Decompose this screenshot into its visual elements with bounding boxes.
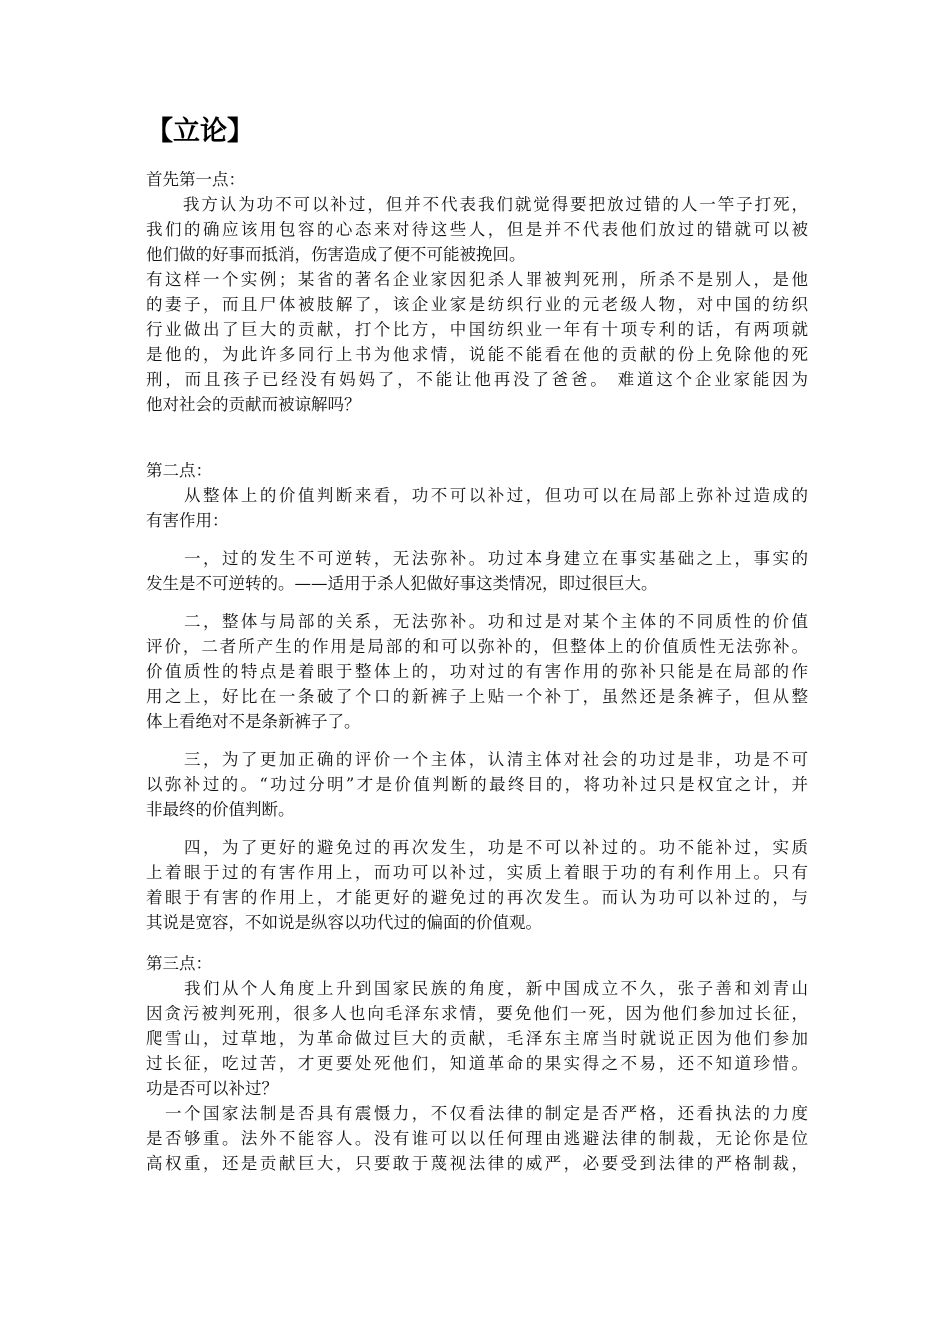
paragraph-line: 行业做出了巨大的贡献，打个比方，中国纺织业一年有十项专利的话，有两项就 <box>146 320 808 339</box>
section-heading-second: 第二点： <box>146 461 212 480</box>
document-title: 【立论】 <box>146 116 254 147</box>
paragraph-line: 发生是不可逆转的。——适用于杀人犯做好事这类情况，即过很巨大。 <box>146 574 658 593</box>
paragraph-line: 是他的，为此许多同行上书为他求情，说能不能看在他的贡献的份上免除他的死 <box>146 345 808 364</box>
paragraph-line: 因贪污被判死刑，很多人也向毛泽东求情，要免他们一死，因为他们参加过长征， <box>146 1004 808 1023</box>
paragraph-line: 上着眼于过的有害作用上，而功可以补过，实质上着眼于功的有利作用上。只有 <box>146 863 808 882</box>
paragraph-line: 有害作用： <box>146 511 229 530</box>
paragraph-line: 过长征，吃过苦，才更要处死他们，知道革命的果实得之不易，还不知道珍惜。 <box>146 1054 808 1073</box>
paragraph-line: 是否够重。法外不能容人。没有谁可以以任何理由逃避法律的制裁，无论你是位 <box>146 1129 808 1148</box>
paragraph-line: 体上看绝对不是条新裤子了。 <box>146 712 361 731</box>
paragraph-line: 非最终的价值判断。 <box>146 800 295 819</box>
paragraph-line: 高权重，还是贡献巨大，只要敢于蔑视法律的威严，必要受到法律的严格制裁， <box>146 1154 808 1173</box>
paragraph-line: 有这样一个实例；某省的著名企业家因犯杀人罪被判死刑，所杀不是别人，是他 <box>146 270 808 289</box>
paragraph-line: 我们的确应该用包容的心态来对待这些人，但是并不代表他们放过的错就可以被 <box>146 220 808 239</box>
section-heading-third: 第三点： <box>146 954 212 973</box>
paragraph-line: 用之上，好比在一条破了个口的新裤子上贴一个补丁，虽然还是条裤子，但从整 <box>146 687 808 706</box>
paragraph-line: 从整体上的价值判断来看，功不可以补过，但功可以在局部上弥补过造成的 <box>146 486 808 505</box>
paragraph-line: 刑，而且孩子已经没有妈妈了，不能让他再没了爸爸。 难道这个企业家能因为 <box>146 370 808 389</box>
paragraph-line: 以弥补过的。“功过分明”才是价值判断的最终目的，将功补过只是权宜之计，并 <box>146 775 808 794</box>
paragraph-line: 四，为了更好的避免过的再次发生，功是不可以补过的。功不能补过，实质 <box>146 838 808 857</box>
paragraph-line: 着眼于有害的作用上，才能更好的避免过的再次发生。而认为功可以补过的，与 <box>146 888 808 907</box>
paragraph-line: 一个国家法制是否具有震慑力，不仅看法律的制定是否严格，还看执法的力度 <box>146 1104 808 1123</box>
paragraph-line: 我方认为功不可以补过，但并不代表我们就觉得要把放过错的人一竿子打死， <box>146 195 808 214</box>
paragraph-line: 他们做的好事而抵消，伤害造成了便不可能被挽回。 <box>146 245 526 264</box>
paragraph-line: 他对社会的贡献而被谅解吗？ <box>146 395 361 414</box>
section-heading-first: 首先第一点： <box>146 170 245 189</box>
paragraph-line: 的妻子，而且尸体被肢解了，该企业家是纺织行业的元老级人物，对中国的纺织 <box>146 295 808 314</box>
paragraph-line: 其说是宽容，不如说是纵容以功代过的偏面的价值观。 <box>146 913 542 932</box>
paragraph-line: 我们从个人角度上升到国家民族的角度，新中国成立不久，张子善和刘青山 <box>146 979 808 998</box>
paragraph-line: 一，过的发生不可逆转，无法弥补。功过本身建立在事实基础之上，事实的 <box>146 549 808 568</box>
paragraph-line: 评价，二者所产生的作用是局部的和可以弥补的，但整体上的价值质性无法弥补。 <box>146 637 808 656</box>
paragraph-line: 功是否可以补过？ <box>146 1079 278 1098</box>
paragraph-line: 爬雪山，过草地，为革命做过巨大的贡献，毛泽东主席当时就说正因为他们参加 <box>146 1029 808 1048</box>
paragraph-line: 价值质性的特点是着眼于整体上的，功对过的有害作用的弥补只能是在局部的作 <box>146 662 808 681</box>
paragraph-line: 三，为了更加正确的评价一个主体，认清主体对社会的功过是非，功是不可 <box>146 750 808 769</box>
paragraph-line: 二，整体与局部的关系，无法弥补。功和过是对某个主体的不同质性的价值 <box>146 612 808 631</box>
